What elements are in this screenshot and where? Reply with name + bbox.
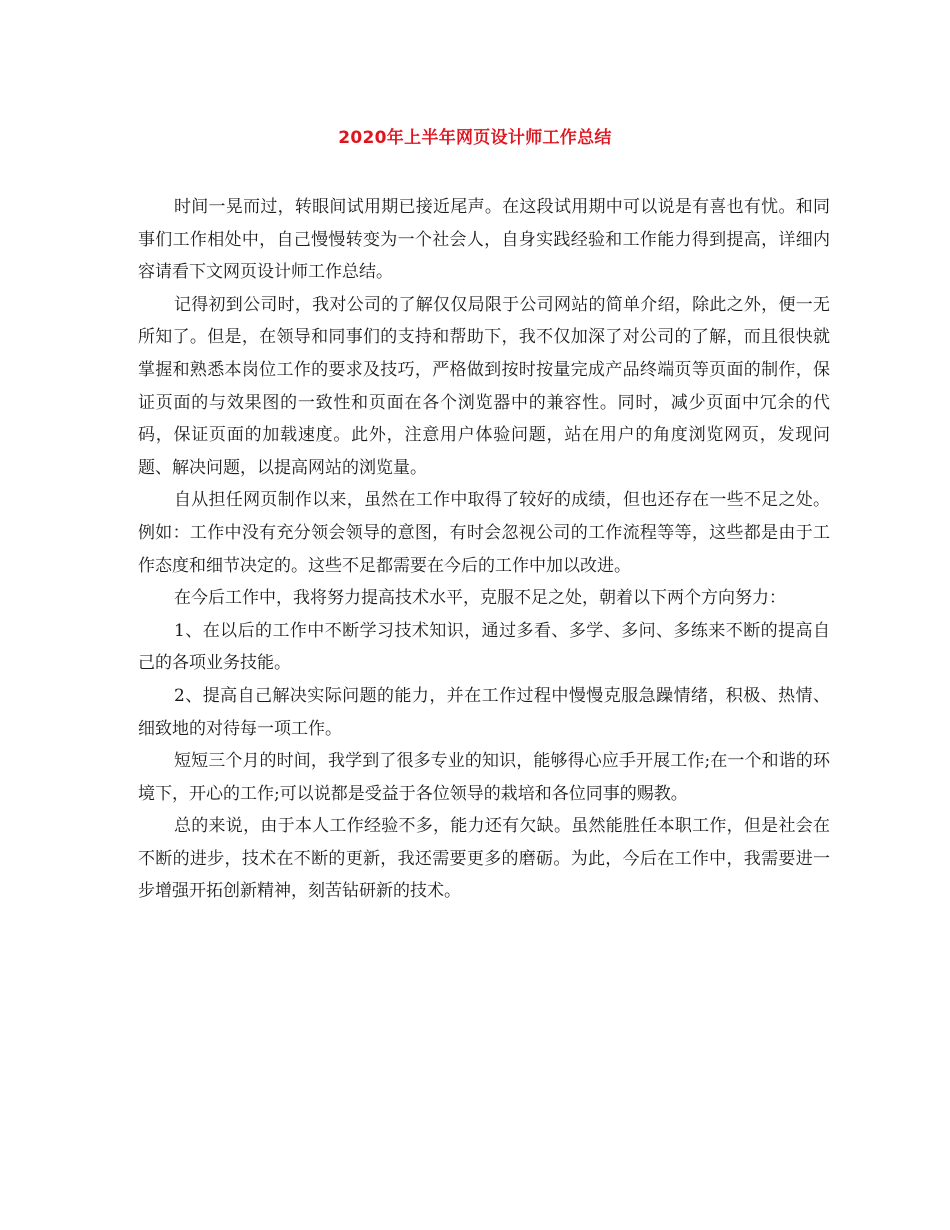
paragraph-future-directions: 在今后工作中，我将努力提高技术水平，克服不足之处，朝着以下两个方向努力： xyxy=(174,588,786,609)
paragraph-direction-1: 1、在以后的工作中不断学习技术知识，通过多看、多学、多问、多练来不断的提高自己的各项业务技能。 xyxy=(138,620,830,674)
paragraph-onboarding: 记得初到公司时，我对公司的了解仅仅局限于公司网站的简单介绍，除此之外，便一无所知了。但是，在领导和同事们的支持和帮助下，我不仅加深了对公司的了解，而且很快就掌握和熟悉本岗位工作的要求及技巧，严格做到按时按量完成产品终端页等页面的制作，保证页面的与效果图的一致性和页面在各个浏览器中的兼容性。同时，减少页面中冗余的代码，保证页面的加载速度。此外，注意用户体验问题，站在用户的角度浏览网页，发现问题、解决问题，以提高网站的浏览量。 xyxy=(138,294,830,478)
paragraph-direction-2: 2、提高自己解决实际问题的能力，并在工作过程中慢慢克服急躁情绪，积极、热情、细致地的对待每一项工作。 xyxy=(138,685,830,739)
document-title: 2020年上半年网页设计师工作总结 xyxy=(338,128,612,148)
paragraph-intro: 时间一晃而过，转眼间试用期已接近尾声。在这段试用期中可以说是有喜也有忧。和同事们工作相处中，自己慢慢转变为一个社会人，自身实践经验和工作能力得到提高，详细内容请看下文网页设计师工作总结。 xyxy=(138,197,830,283)
document-body xyxy=(138,191,830,908)
paragraph-three-months: 短短三个月的时间，我学到了很多专业的知识，能够得心应手开展工作;在一个和谐的环境下，开心的工作;可以说都是受益于各位领导的栽培和各位同事的赐教。 xyxy=(138,751,830,804)
paragraph-shortcomings: 自从担任网页制作以来，虽然在工作中取得了较好的成绩，但也还存在一些不足之处。例如：工作中没有充分领会领导的意图，有时会忽视公司的工作流程等等，这些都是由于工作态度和细节决定的。这些不足都需要在今后的工作中加以改进。 xyxy=(138,490,830,576)
paragraph-conclusion: 总的来说，由于本人工作经验不多，能力还有欠缺。虽然能胜任本职工作，但是社会在不断的进步，技术在不断的更新，我还需要更多的磨砺。为此，今后在工作中，我需要进一步增强开拓创新精神，刻苦钻研新的技术。 xyxy=(138,816,830,902)
